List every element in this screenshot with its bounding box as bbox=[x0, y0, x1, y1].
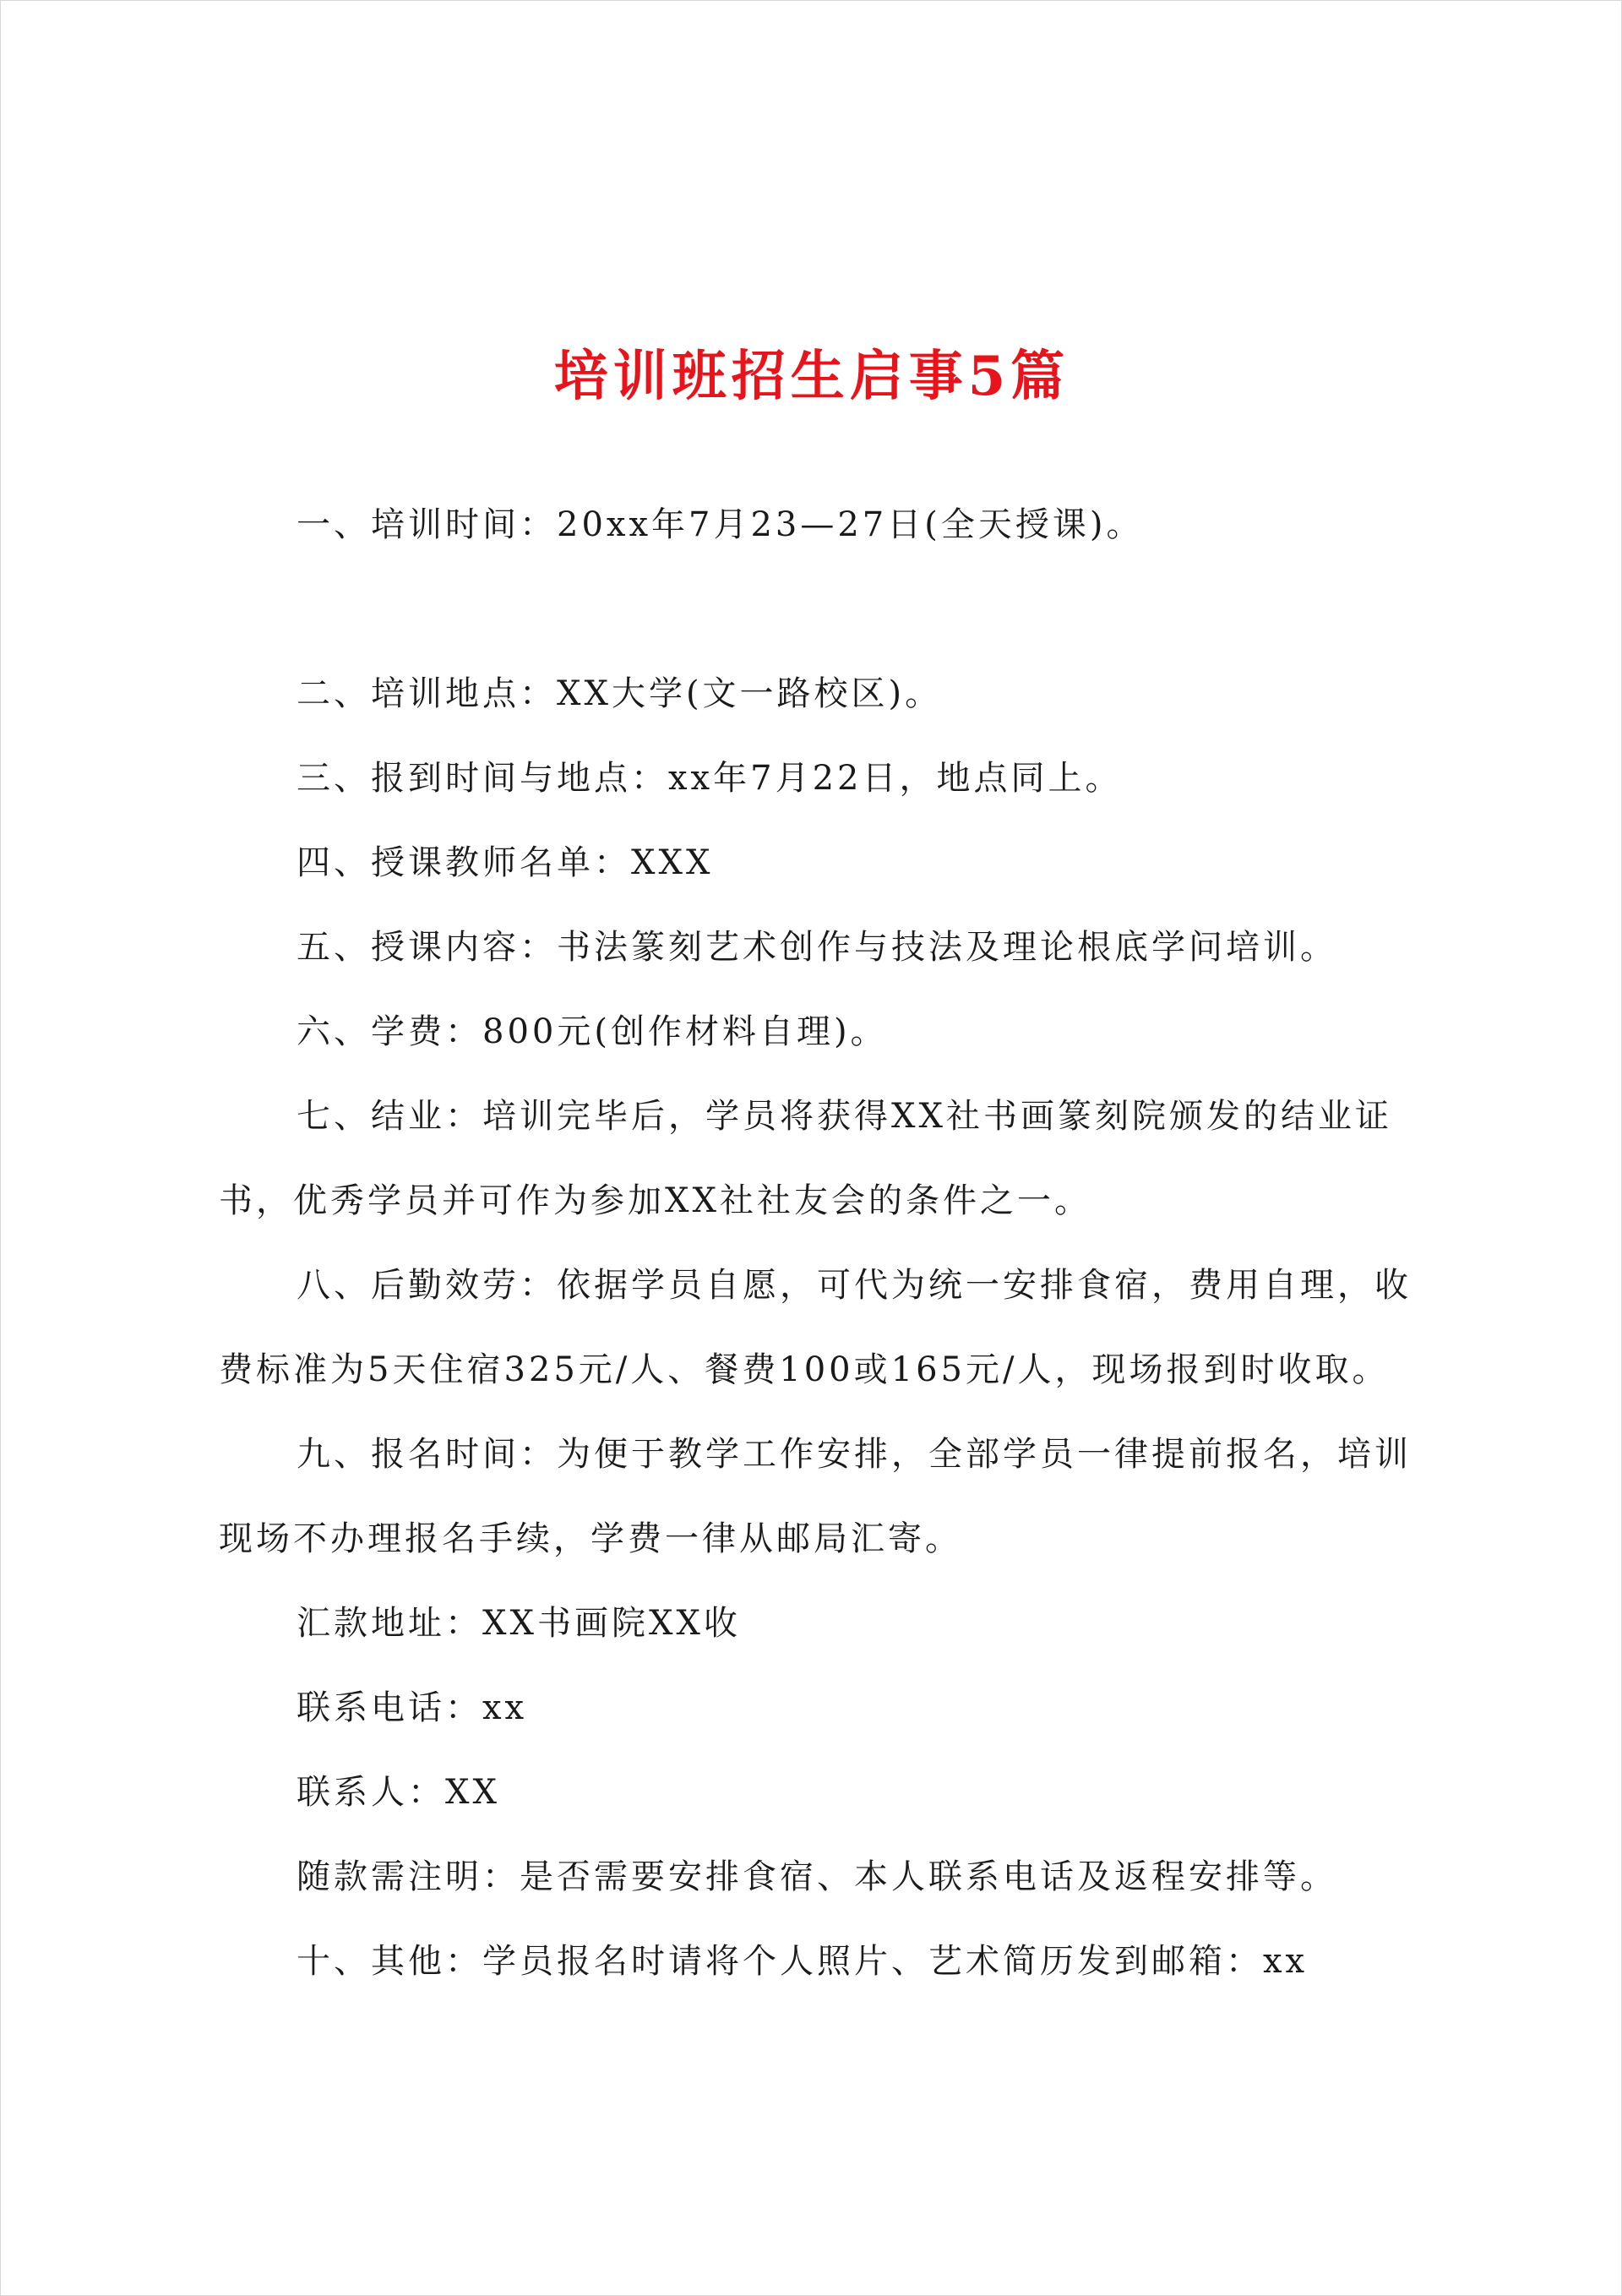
paragraph-tuition: 六、学费：800元(创作材料自理)。 bbox=[297, 1012, 888, 1051]
paragraph-course-content: 五、授课内容：书法篆刻艺术创作与技法及理论根底学问培训。 bbox=[297, 928, 1337, 967]
paragraph-contact-phone: 联系电话：xx bbox=[297, 1688, 528, 1727]
paragraph-teacher-list: 四、授课教师名单：XXX bbox=[297, 843, 714, 882]
paragraph-spacer bbox=[219, 567, 1418, 652]
paragraph-logistics: 八、后勤效劳：依据学员自愿，可代为统一安排食宿，费用自理，收费标准为5天住宿325元/人、餐费100或165元/人，现场报到时收取。 bbox=[219, 1266, 1412, 1389]
paragraph-training-time: 一、培训时间：20xx年7月23—27日(全天授课)。 bbox=[297, 505, 1144, 544]
paragraph-contact-person: 联系人：XX bbox=[297, 1773, 500, 1812]
paragraph-registration: 九、报名时间：为便于教学工作安排，全部学员一律提前报名，培训现场不办理报名手续，学费一律从邮局汇寄。 bbox=[219, 1435, 1412, 1558]
paragraph-registration-time: 三、报到时间与地点：xx年7月22日，地点同上。 bbox=[297, 759, 1123, 798]
paragraph-other: 十、其他：学员报名时请将个人照片、艺术简历发到邮箱：xx bbox=[297, 1942, 1309, 1981]
document-body bbox=[219, 483, 1418, 2004]
paragraph-remittance-note: 随款需注明：是否需要安排食宿、本人联系电话及返程安排等。 bbox=[297, 1857, 1337, 1896]
paragraph-graduation: 七、结业：培训完毕后，学员将获得XX社书画篆刻院颁发的结业证书，优秀学员并可作为参加XX社社友会的条件之一。 bbox=[219, 1097, 1392, 1220]
paragraph-training-location: 二、培训地点：XX大学(文一路校区)。 bbox=[297, 674, 943, 713]
document-title: 培训班招生启事5篇 bbox=[553, 345, 1070, 408]
paragraph-remittance-address: 汇款地址：XX书画院XX收 bbox=[297, 1604, 741, 1643]
